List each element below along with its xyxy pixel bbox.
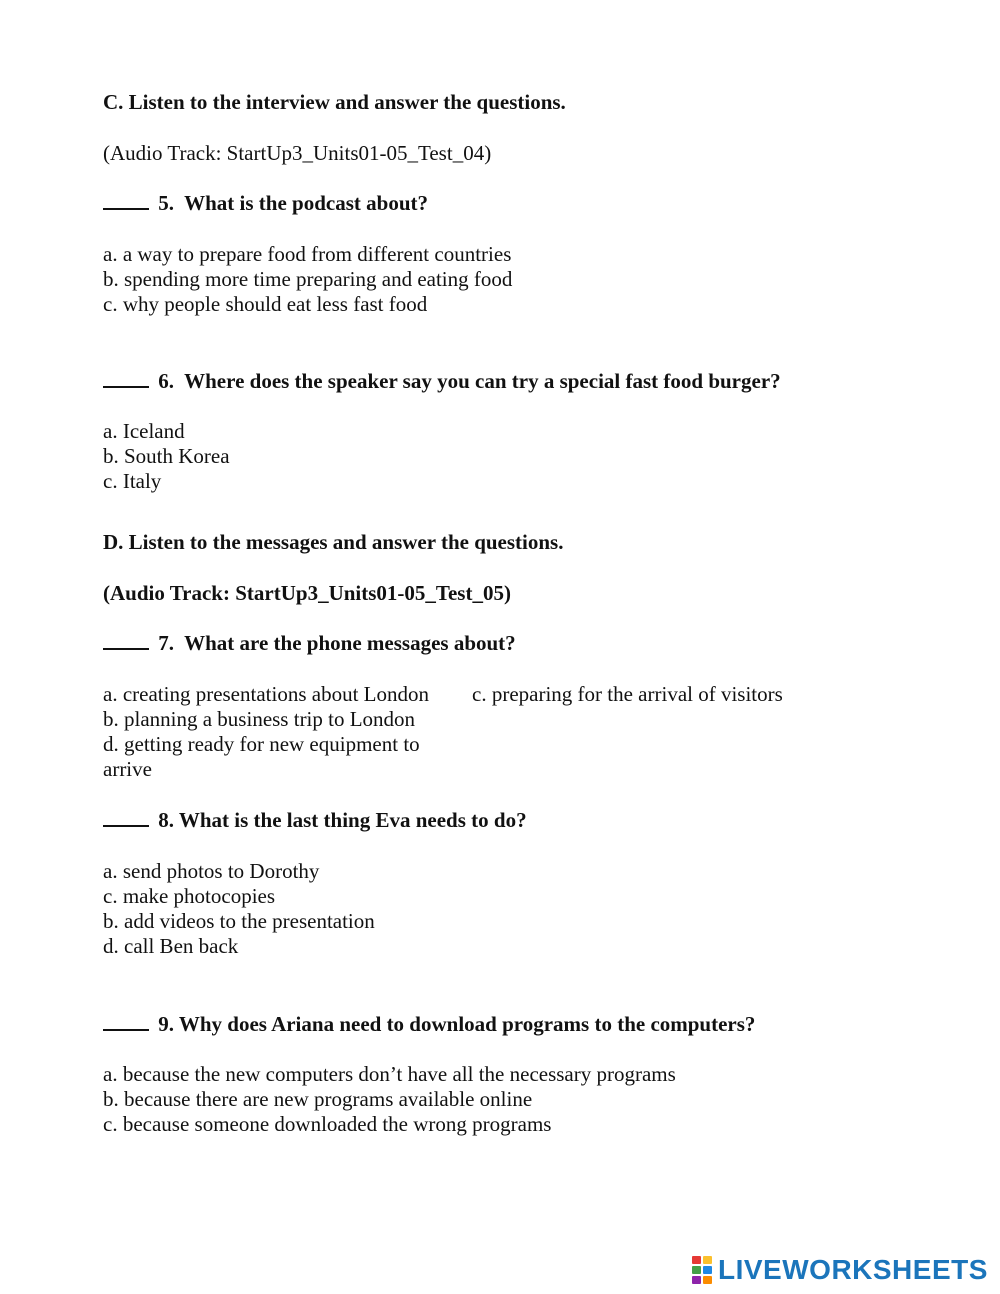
question-8 [103,807,527,833]
answer-blank-9[interactable] [103,1011,149,1031]
question-9 [103,1011,755,1037]
question-5-text: What is the podcast about? [184,191,428,215]
answer-blank-6[interactable] [103,368,149,388]
section-c-heading: C. Listen to the interview and answer the questions. [103,90,566,114]
answer-blank-5[interactable] [103,190,149,210]
logo-square-6 [703,1276,712,1284]
q6-option-b: b. South Korea [103,444,230,468]
question-6-text: Where does the speaker say you can try a special fast food burger? [184,369,781,393]
q7-option-d: d. getting ready for new equipment to [103,732,420,756]
question-8-text: What is the last thing Eva needs to do? [178,808,527,832]
q8-option-c: c. make photocopies [103,884,276,908]
q8-option-a: a. send photos to Dorothy [103,859,320,883]
section-c-audio-track: (Audio Track: StartUp3_Units01-05_Test_04) [103,141,492,165]
q8-option-b: b. add videos to the presentation [103,909,375,933]
q6-option-c: c. Italy [103,469,162,493]
logo-square-2 [703,1256,712,1264]
question-7-text: What are the phone messages about? [184,631,516,655]
logo-square-5 [692,1276,701,1284]
section-d-audio-track: (Audio Track: StartUp3_Units01-05_Test_05) [103,581,511,605]
question-7-number: 7. [158,631,174,655]
q5-option-a: a. a way to prepare food from different countries [103,242,512,266]
q7-option-b: b. planning a business trip to London [103,707,416,731]
liveworksheets-logo-icon [692,1256,712,1284]
q7-option-a: a. creating presentations about London [103,682,429,706]
answer-blank-8[interactable] [103,807,149,827]
section-d-heading: D. Listen to the messages and answer the questions. [103,530,564,554]
question-8-number: 8. [158,808,174,832]
question-6-number: 6. [158,369,174,393]
q7-option-d-continued: arrive [103,757,152,781]
liveworksheets-logo [692,1253,988,1287]
q6-option-a: a. Iceland [103,419,185,443]
q7-option-c: c. preparing for the arrival of visitors [472,682,783,706]
logo-square-1 [692,1256,701,1264]
question-5 [103,190,428,216]
q8-option-d: d. call Ben back [103,934,239,958]
question-6 [103,368,781,394]
answer-blank-7[interactable] [103,630,149,650]
liveworksheets-logo-text: LIVEWORKSHEETS [718,1254,988,1285]
logo-square-3 [692,1266,701,1274]
q5-option-b: b. spending more time preparing and eating food [103,267,513,291]
q5-option-c: c. why people should eat less fast food [103,292,428,316]
logo-square-4 [703,1266,712,1274]
q9-option-c: c. because someone downloaded the wrong programs [103,1112,552,1136]
question-9-text: Why does Ariana need to download programs to the computers? [178,1012,756,1036]
question-5-number: 5. [158,191,174,215]
question-7 [103,630,516,656]
question-9-number: 9. [158,1012,174,1036]
q9-option-a: a. because the new computers don’t have all the necessary programs [103,1062,676,1086]
q9-option-b: b. because there are new programs available online [103,1087,533,1111]
